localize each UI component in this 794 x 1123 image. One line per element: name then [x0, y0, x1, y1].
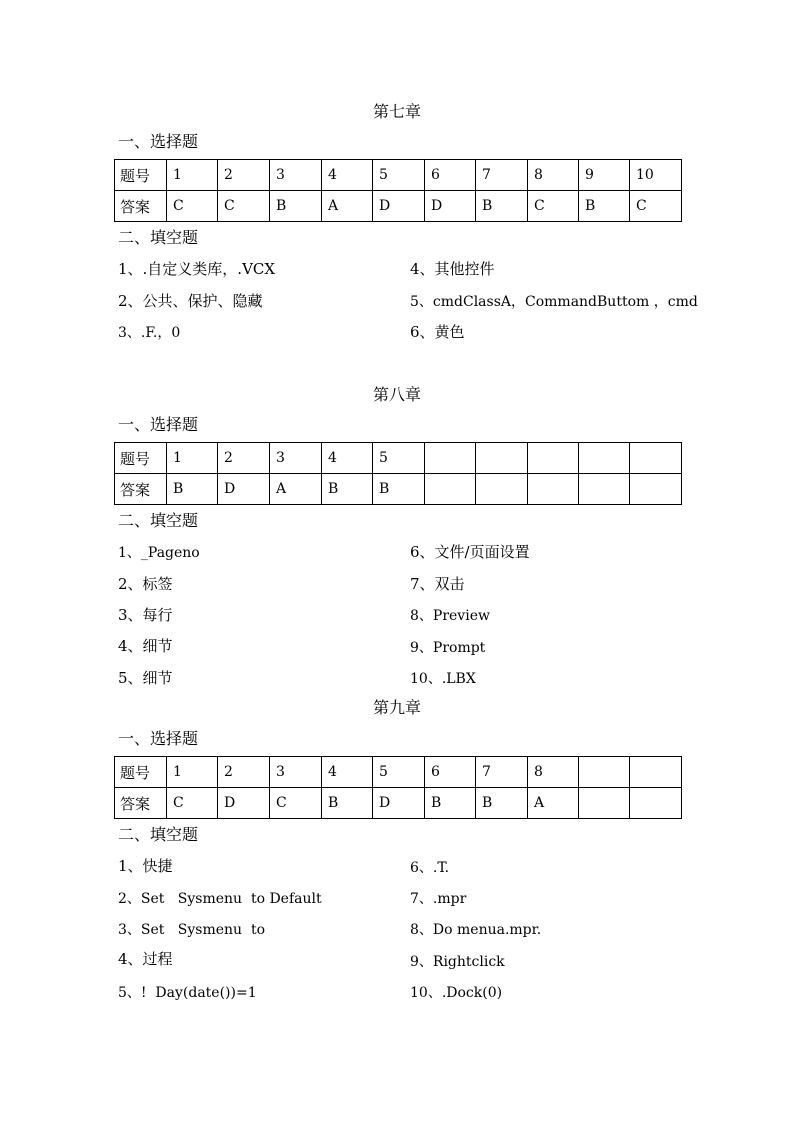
table-cell: 3: [270, 160, 322, 191]
table-cell: 2: [218, 160, 270, 191]
table-cell: [630, 443, 682, 474]
table-cell: [425, 474, 476, 505]
table-cell: A: [270, 474, 322, 505]
chapter-9-answer-table: [114, 756, 682, 819]
chapter-7-fill-heading: 二、填空题: [118, 228, 199, 247]
table-cell: [476, 443, 528, 474]
table-cell: D: [218, 788, 270, 819]
fill-answer-item: 6、黄色: [410, 323, 465, 341]
table-row-numbers: [115, 443, 682, 474]
table-cell: 3: [270, 757, 322, 788]
table-cell: B: [425, 788, 476, 819]
table-cell: 1: [167, 160, 218, 191]
chapter-9-fill-heading: 二、填空题: [118, 825, 199, 844]
fill-answer-item: 2、公共、保护、隐藏: [118, 292, 263, 310]
fill-answer-item: 2、标签: [118, 575, 173, 593]
fill-answer-item: 9、Rightclick: [410, 954, 505, 970]
table-cell: B: [270, 191, 322, 222]
fill-answer-item: 8、Preview: [410, 608, 490, 624]
fill-answer-item: 3、每行: [118, 606, 173, 624]
chapter-9-choice-heading: 一、选择题: [118, 729, 199, 748]
table-cell: [630, 474, 682, 505]
fill-answer-item: 8、Do menua.mpr.: [410, 922, 542, 938]
table-cell: 6: [425, 757, 476, 788]
chapter-7-title: 第七章: [372, 102, 421, 121]
table-cell: [579, 757, 630, 788]
table-cell: 8: [528, 160, 579, 191]
table-cell: 2: [218, 443, 270, 474]
table-cell: 5: [373, 160, 425, 191]
table-cell: D: [373, 191, 425, 222]
table-cell: 8: [528, 757, 579, 788]
table-cell: B: [476, 191, 528, 222]
table-cell: [579, 443, 630, 474]
table-cell: [630, 788, 682, 819]
row-label-answer: 答案: [115, 474, 167, 505]
chapter-7-answer-table: [114, 159, 682, 222]
fill-answer-item: 7、双击: [410, 575, 465, 593]
table-cell: C: [167, 191, 218, 222]
table-cell: [528, 474, 579, 505]
chapter-9-title: 第九章: [372, 698, 421, 717]
table-cell: 6: [425, 160, 476, 191]
fill-answer-item: 1、快捷: [118, 857, 173, 875]
table-cell: [476, 474, 528, 505]
table-cell: B: [322, 788, 373, 819]
table-cell: 7: [476, 160, 528, 191]
table-cell: [425, 443, 476, 474]
row-label-answer: 答案: [115, 788, 167, 819]
table-cell: B: [167, 474, 218, 505]
table-cell: D: [373, 788, 425, 819]
chapter-8-choice-heading: 一、选择题: [118, 415, 199, 434]
table-cell: D: [425, 191, 476, 222]
table-cell: [630, 757, 682, 788]
fill-answer-item: 2、Set Sysmenu to Default: [118, 891, 322, 907]
table-cell: B: [322, 474, 373, 505]
row-label-answer: 答案: [115, 191, 167, 222]
table-cell: B: [373, 474, 425, 505]
table-cell: 7: [476, 757, 528, 788]
fill-answer-item: 4、过程: [118, 950, 173, 968]
chapter-7-choice-heading: 一、选择题: [118, 132, 199, 151]
table-cell: 9: [579, 160, 630, 191]
table-cell: A: [322, 191, 373, 222]
table-cell: C: [218, 191, 270, 222]
table-cell: [528, 443, 579, 474]
table-row-answers: [115, 191, 682, 222]
chapter-8-fill-heading: 二、填空题: [118, 511, 199, 530]
fill-answer-item: 3、.F.，0: [118, 325, 181, 341]
table-cell: C: [528, 191, 579, 222]
table-cell: 3: [270, 443, 322, 474]
table-cell: C: [167, 788, 218, 819]
table-cell: B: [579, 191, 630, 222]
table-cell: [579, 788, 630, 819]
fill-answer-item: 5、细节: [118, 669, 173, 687]
table-cell: 1: [167, 443, 218, 474]
table-cell: 1: [167, 757, 218, 788]
fill-answer-item: 1、_Pageno: [118, 545, 200, 561]
fill-answer-item: 3、Set Sysmenu to: [118, 922, 265, 938]
table-cell: 4: [322, 757, 373, 788]
fill-answer-item: 10、.LBX: [410, 671, 476, 687]
table-cell: [579, 474, 630, 505]
fill-answer-item: 5、cmdClassA，CommandButtom ，cmd: [410, 294, 698, 310]
chapter-8-answer-table: [114, 442, 682, 505]
table-row-answers: [115, 788, 682, 819]
fill-answer-item: 4、细节: [118, 637, 173, 655]
table-cell: 2: [218, 757, 270, 788]
table-cell: 4: [322, 443, 373, 474]
row-label-number: 题号: [115, 160, 167, 191]
table-cell: B: [476, 788, 528, 819]
row-label-number: 题号: [115, 757, 167, 788]
table-cell: 4: [322, 160, 373, 191]
fill-answer-item: 9、Prompt: [410, 640, 486, 656]
fill-answer-item: 4、其他控件: [410, 260, 495, 278]
fill-answer-item: 10、.Dock(0): [410, 985, 503, 1001]
table-cell: D: [218, 474, 270, 505]
table-row-answers: [115, 474, 682, 505]
table-cell: 10: [630, 160, 682, 191]
row-label-number: 题号: [115, 443, 167, 474]
fill-answer-item: 7、.mpr: [410, 891, 467, 907]
table-cell: C: [270, 788, 322, 819]
table-cell: 5: [373, 443, 425, 474]
table-row-numbers: [115, 160, 682, 191]
fill-answer-item: 6、文件/页面设置: [410, 543, 530, 561]
fill-answer-item: 6、.T.: [410, 860, 450, 876]
table-cell: A: [528, 788, 579, 819]
chapter-8-title: 第八章: [372, 385, 421, 404]
table-row-numbers: [115, 757, 682, 788]
fill-answer-item: 5、! Day(date())=1: [118, 985, 257, 1001]
table-cell: C: [630, 191, 682, 222]
fill-answer-item: 1、.自定义类库，.VCX: [118, 260, 276, 278]
table-cell: 5: [373, 757, 425, 788]
